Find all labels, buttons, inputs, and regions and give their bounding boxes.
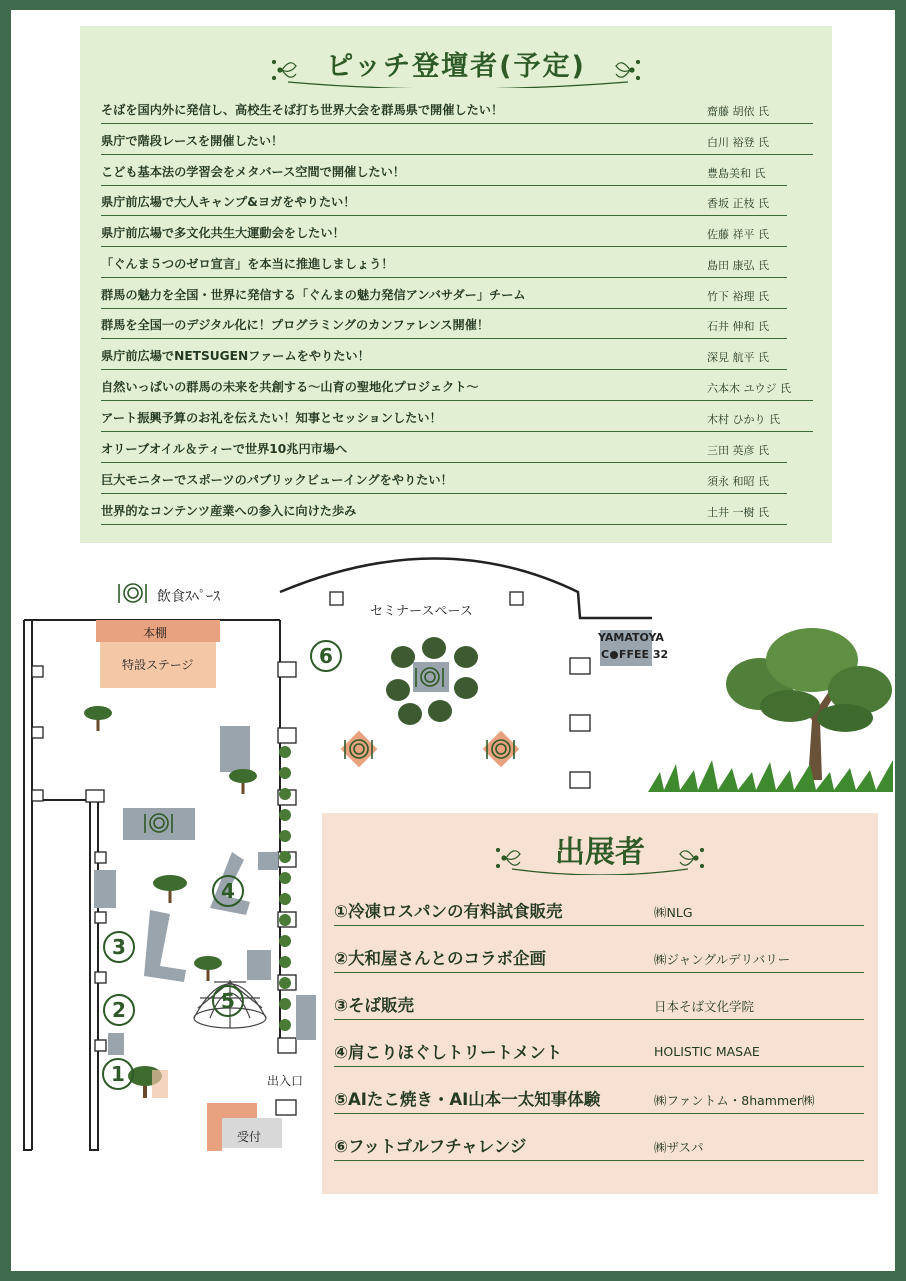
pitch-speaker: 深見 航平 氏 xyxy=(707,351,769,364)
exhibitors-panel xyxy=(322,813,878,1194)
booth-marker-3: 3 xyxy=(103,931,135,963)
pitch-topic: 県庁で階段レースを開催したい！ xyxy=(101,134,284,148)
coffee-label-c: C xyxy=(601,648,610,661)
pitch-speaker: 土井 一樹 氏 xyxy=(707,506,769,519)
pitch-speaker: 豊島美和 氏 xyxy=(707,167,766,180)
pitch-speaker: 石井 伸和 氏 xyxy=(707,320,769,333)
pitch-topic: 県庁前広場で大人キャンプ&ヨガをやりたい！ xyxy=(101,195,356,209)
seminar-space-label: セミナースペース xyxy=(370,604,473,619)
exhibitor-company: ㈱ザスパ xyxy=(654,1140,704,1155)
entrance-label: 出入口 xyxy=(267,1074,304,1088)
pitch-topic: こども基本法の学習会をメタバース空間で開催したい！ xyxy=(101,165,405,179)
pitch-title: ピッチ登壇者(予定) xyxy=(326,51,586,82)
exhibitor-company: ㈱NLG xyxy=(654,905,693,920)
big-tree-icon xyxy=(726,628,892,780)
pitch-speaker: 齋藤 胡依 氏 xyxy=(707,105,769,118)
exhibitors-title: 出展者 xyxy=(555,835,645,870)
pitch-speaker: 木村 ひかり 氏 xyxy=(707,413,780,426)
exhibitor-item: ⑥フットゴルフチャレンジ xyxy=(334,1137,527,1156)
exhibitor-row xyxy=(334,940,864,973)
coffee-label: YAMATOYA xyxy=(598,631,664,644)
exhibitor-row xyxy=(334,1128,864,1161)
dining-space-label: 飲食ｽﾍﾟｰｽ xyxy=(157,589,220,605)
pitch-topic: アート振興予算のお礼を伝えたい！知事とセッションしたい！ xyxy=(101,411,442,425)
pitch-speaker: 白川 裕登 氏 xyxy=(707,136,769,149)
pitch-speaker: 六本木 ユウジ 氏 xyxy=(707,382,791,395)
coffee-label-rest: FFEE 32 xyxy=(619,648,669,661)
pitch-topic: 巨大モニターでスポーツのパブリックビューイングをやりたい！ xyxy=(101,473,453,487)
pitch-topic: 県庁前広場で多文化共生大運動会をしたい！ xyxy=(101,226,345,240)
bookshelf-label: 本棚 xyxy=(143,626,168,640)
booth-marker-4: 4 xyxy=(212,875,244,907)
exhibitor-company: 日本そば文化学院 xyxy=(654,999,755,1014)
exhibitor-company: ㈱ファントム・8hammer㈱ xyxy=(654,1093,815,1108)
pitch-topic: オリーブオイル＆ティーで世界10兆円市場へ xyxy=(101,442,348,456)
booth-marker-1: 1 xyxy=(102,1058,134,1090)
pitch-topic: 世界的なコンテンツ産業への参入に向けた歩み xyxy=(101,504,357,518)
exhibitor-item: ④肩こりほぐしトリートメント xyxy=(334,1043,563,1062)
booth-marker-2: 2 xyxy=(103,994,135,1026)
exhibitor-company: ㈱ジャングルデリバリー xyxy=(654,952,791,967)
pitch-topic: 自然いっぱいの群馬の未来を共創する～山育の聖地化プロジェクト～ xyxy=(101,380,479,394)
exhibitor-row xyxy=(334,893,864,926)
booth-marker-5: 5 xyxy=(212,985,244,1017)
pitch-speaker: 香坂 正枝 氏 xyxy=(707,197,769,210)
grass xyxy=(648,760,893,792)
pitch-topic: そばを国内外に発信し、高校生そば打ち世界大会を群馬県で開催したい！ xyxy=(101,103,504,117)
pitch-topic: 県庁前広場でNETSUGENファームをやりたい！ xyxy=(101,349,370,363)
exhibitor-item: ②大和屋さんとのコラボ企画 xyxy=(334,949,546,968)
exhibitor-company: HOLISTIC MASAE xyxy=(654,1044,760,1059)
exhibitor-item: ③そば販売 xyxy=(334,996,414,1015)
pitch-speaker: 佐藤 祥平 氏 xyxy=(707,228,769,241)
pitch-topic: 群馬の魅力を全国・世界に発信する「ぐんまの魅力発信アンバサダー」チーム xyxy=(101,288,526,302)
exhibitor-item: ①冷凍ロスパンの有料試食販売 xyxy=(334,902,563,921)
reception-label: 受付 xyxy=(237,1130,262,1144)
exhibitor-row xyxy=(334,987,864,1020)
booth-marker-6: 6 xyxy=(310,640,342,672)
pitch-speaker: 島田 康弘 氏 xyxy=(707,259,769,272)
exhibitor-row xyxy=(334,1081,864,1114)
pitch-speaker: 須永 和昭 氏 xyxy=(707,475,769,488)
exhibitor-item: ⑤AIたこ焼き・AI山本一太知事体験 xyxy=(334,1090,601,1109)
pitch-speaker: 竹下 裕理 氏 xyxy=(707,290,769,303)
stage-label: 特設ステージ xyxy=(122,658,194,672)
pitch-topic: 「ぐんま５つのゼロ宣言」を本当に推進しましょう！ xyxy=(101,257,394,271)
pitch-speaker: 三田 英彦 氏 xyxy=(707,444,769,457)
coffee-bean-icon xyxy=(610,651,618,659)
exhibitor-row xyxy=(334,1034,864,1067)
pitch-topic: 群馬を全国一のデジタル化に！プログラミングのカンファレンス開催！ xyxy=(101,318,490,332)
